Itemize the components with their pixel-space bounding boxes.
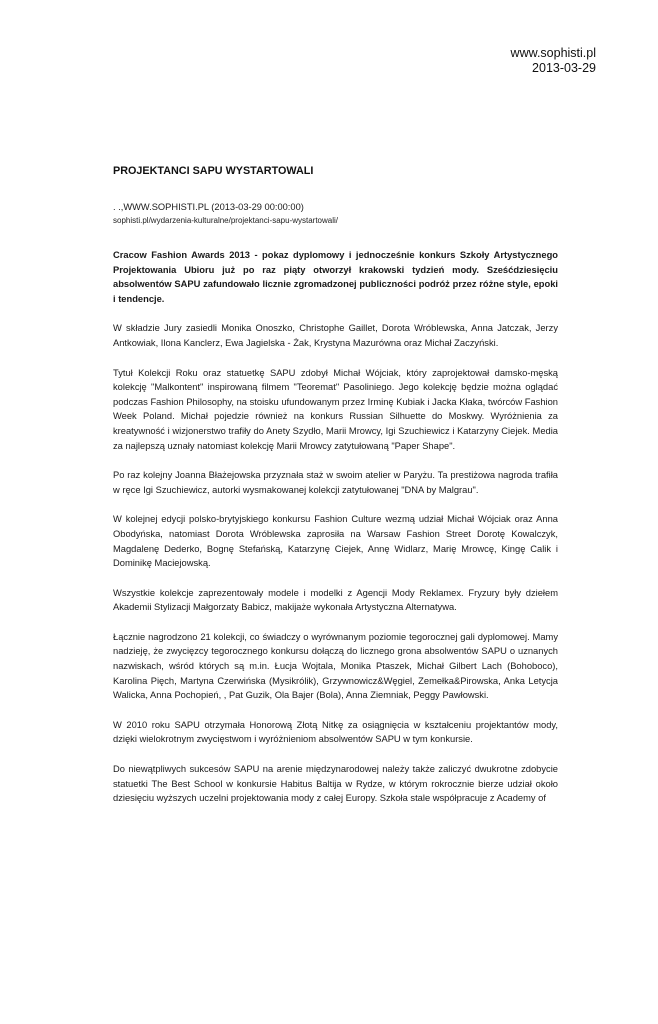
paragraph-international: Do niewątpliwych sukcesów SAPU na arenie międzynarodowej należy także zaliczyć dwukrotne zdobycie statuetki The Best School w konkursie Habitus Baltija w Rydze, w którym rokrocznie bierze udział około dziesięciu wyższych uczelni projektowania mody z całej Europy. Szkoła stale współpracuje z Academy of	[113, 764, 558, 804]
source-line: . .,WWW.SOPHISTI.PL (2013-03-29 00:00:00)	[113, 202, 304, 212]
paragraph-internship: Po raz kolejny Joanna Błażejowska przyznała staż w swoim atelier w Paryżu. Ta prestiżowa nagroda trafiła w ręce Igi Szuchiewicz, autorki wysmakowanej kolekcji zatytułowanej "DNA by Malgrau".	[113, 470, 558, 495]
paragraph-golden-thread: W 2010 roku SAPU otrzymała Honorową Złotą Nitkę za osiągnięcia w kształceniu projektantów mody, dzięki wielokrotnym zwycięstwom i wyróżnieniom absolwentów SAPU w tym konkursie.	[113, 719, 558, 745]
paragraph-models: Wszystkie kolekcje zaprezentowały modele i modelki z Agencji Mody Reklamex. Fryzury były dziełem Akademii Stylizacji Małgorzaty Babicz, makijaże wykonała Artystyczna Alternatywa.	[113, 587, 558, 613]
paragraph-collections: Łącznie nagrodzono 21 kolekcji, co świadczy o wyrównanym poziomie tegorocznej gali dyplomowej. Mamy nadzieję, że zwycięzcy tegorocznego konkursu dołączą do licznego grona absolwentów SAPU o uznanych nazwiskach, wśród których są m.in. Łucja Wojtala, Monika Ptaszek, Michał Gilbert Lach (Bohoboco), Karolina Pięch, Martyna Czerwińska (Mysikrólik), Grzywnowicz&Węgiel, Zemełka&Pirowska, Anka Letycja Walicka, Anna Pochopień, , Pat Guzik, Ola Bajer (Bola), Anna Ziemniak, Peggy Pawłowski.	[113, 631, 558, 701]
paragraph-jury: W składzie Jury zasiedli Monika Onoszko, Christophe Gaillet, Dorota Wróblewska, Anna Jatczak, Jerzy Antkowiak, Ilona Kanclerz, Ewa Jagielska - Żak, Krystyna Mazurówna oraz Michał Zaczyński.	[113, 323, 558, 348]
site-name: www.sophisti.pl	[510, 46, 596, 60]
header-meta	[511, 46, 596, 76]
lead-paragraph: Cracow Fashion Awards 2013 - pokaz dyplomowy i jednocześnie konkurs Szkoły Artystycznego Projektowania Ubioru już po raz piąty otworzył krakowski tydzień mody. Sześćdziesięciu absolwentów SAPU zafundowało licznie zgromadzonej publiczności podróż przez różne style, epoki i tendencje.	[113, 250, 558, 304]
article-url: sophisti.pl/wydarzenia-kulturalne/projektanci-sapu-wystartowali/	[113, 216, 338, 225]
paragraph-fashion-culture: W kolejnej edycji polsko-brytyjskiego konkursu Fashion Culture wezmą udział Michał Wójciak oraz Anna Obodyńska, natomiast Dorota Wróblewska zaprosiła na Warsaw Fashion Street Dorotę Kowalczyk, Magdalenę Dederko, Bognę Stefańską, Katarzynę Ciejek, Annę Widlarz, Marię Mrowcę, Kingę Calik i Dominikę Maciejowską.	[113, 514, 558, 569]
article-body	[113, 164, 558, 821]
paragraph-awards: Tytuł Kolekcji Roku oraz statuetkę SAPU zdobył Michał Wójciak, który zaprojektował damsko-męską kolekcję "Malkontent" inspirowaną filmem "Teoremat" Pasoliniego. Jego kolekcję będzie można oglądać podczas Fashion Philosophy, na stoisku ufundowanym przez Irminę Kubiak i Jacka Kłaka, twórców Fashion Week Poland. Michał pojedzie również na konkurs Russian Silhuette do Moskwy. Wyróżnienia za kreatywność i wizjonerstwo trafiły do Anety Szydło, Marii Mrowcy, Igi Szuchiewicz i Katarzyny Ciejek. Media za najlepszą uznały natomiast kolekcję Marii Mrowcy zatytułowaną "Paper Shape".	[113, 367, 558, 451]
article-title: PROJEKTANCI SAPU WYSTARTOWALI	[113, 165, 314, 177]
publication-date: 2013-03-29	[532, 61, 596, 75]
